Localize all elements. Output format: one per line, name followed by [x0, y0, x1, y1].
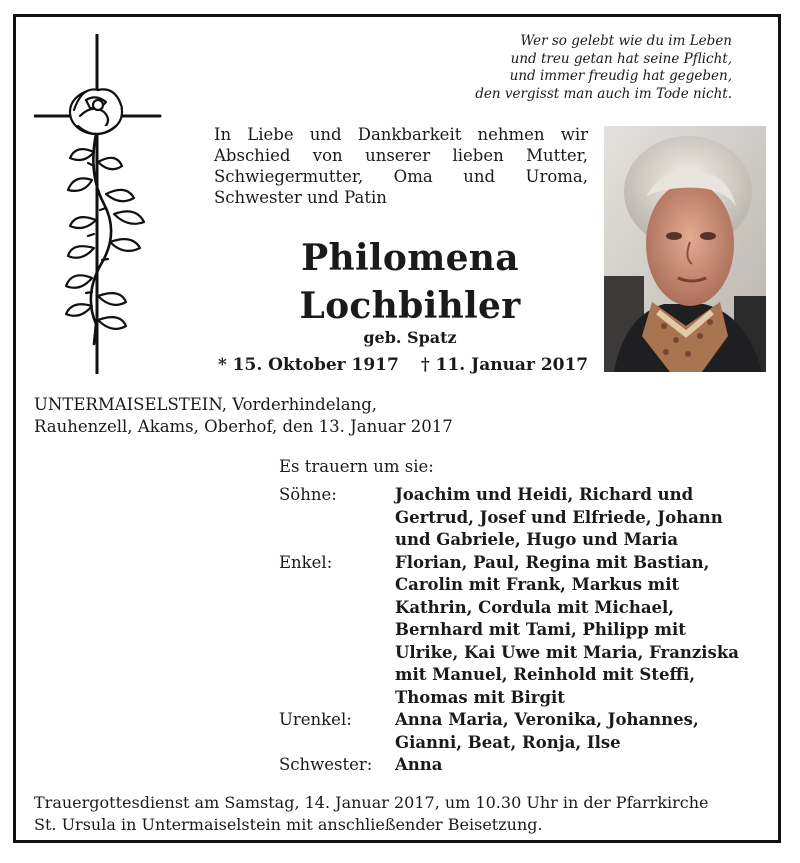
poem [0, 33, 766, 103]
intro-text [214, 124, 588, 208]
group-line: Gianni, Beat, Ronja, Ilse [395, 732, 621, 752]
deceased-name [214, 234, 606, 330]
intro-line: In Liebe und Dankbarkeit nehmen wir [214, 125, 588, 144]
mourner-group [279, 754, 779, 777]
group-line: Gertrud, Josef und Elfriede, Johann [395, 507, 723, 527]
group-line: Ulrike, Kai Uwe mit Maria, Franziska [395, 642, 739, 662]
intro-line: Schwester und Patin [214, 188, 387, 207]
life-dates [214, 355, 592, 375]
poem-line: den vergisst man auch im Tode nicht. [475, 85, 732, 102]
service-line: Trauergottesdienst am Samstag, 14. Januar 2017, um 10.30 Uhr in der Pfarrkirche [34, 793, 709, 812]
first-name: Philomena [301, 237, 519, 279]
group-line: Anna [395, 755, 443, 774]
poem-line: Wer so gelebt wie du im Leben [520, 33, 732, 49]
place-and-date [34, 394, 594, 438]
group-label: Urenkel: [279, 710, 352, 729]
group-line: Carolin mit Frank, Markus mit [395, 575, 680, 594]
group-label: Schwester: [279, 755, 373, 774]
mourner-group [279, 709, 779, 754]
death-date: † 11. Januar 2017 [420, 355, 589, 375]
mourners-list [279, 484, 779, 777]
group-line: Joachim und Heidi, Richard und [395, 485, 694, 504]
birth-date: * 15. Oktober 1917 [217, 355, 399, 375]
group-line: Bernhard mit Tami, Philipp mit [395, 620, 686, 639]
poem-line: und immer freudig hat gegeben, [509, 68, 732, 84]
group-line: Kathrin, Cordula mit Michael, [395, 597, 675, 617]
mourners-heading: Es trauern um sie: [279, 457, 434, 476]
group-label: Söhne: [279, 485, 337, 504]
intro-line: Schwiegermutter, Oma und Uroma, [214, 167, 588, 186]
place-line: Rauhenzell, Akams, Oberhof, den 13. Januar 2017 [34, 417, 453, 436]
birth-name: geb. Spatz [363, 328, 457, 347]
group-line: mit Manuel, Reinhold mit Steffi, [395, 665, 696, 684]
poem-line: und treu getan hat seine Pflicht, [510, 50, 732, 67]
intro-line: Abschied von unserer lieben Mutter, [214, 146, 588, 165]
group-line: Anna Maria, Veronika, Johannes, [395, 710, 699, 729]
group-line: Florian, Paul, Regina mit Bastian, [395, 552, 710, 572]
group-label: Enkel: [279, 552, 333, 572]
service-line: St. Ursula in Untermaiselstein mit anschließender Beisetzung. [34, 815, 543, 834]
group-line: Thomas mit Birgit [395, 687, 565, 707]
mourner-group [279, 552, 779, 710]
mourner-group [279, 484, 779, 552]
last-name: Lochbihler [299, 285, 521, 327]
group-line: und Gabriele, Hugo und Maria [395, 530, 679, 549]
place-line: UNTERMAISELSTEIN, Vorderhindelang, [34, 395, 378, 414]
service-notice [34, 792, 774, 836]
portrait-photo [604, 126, 766, 372]
